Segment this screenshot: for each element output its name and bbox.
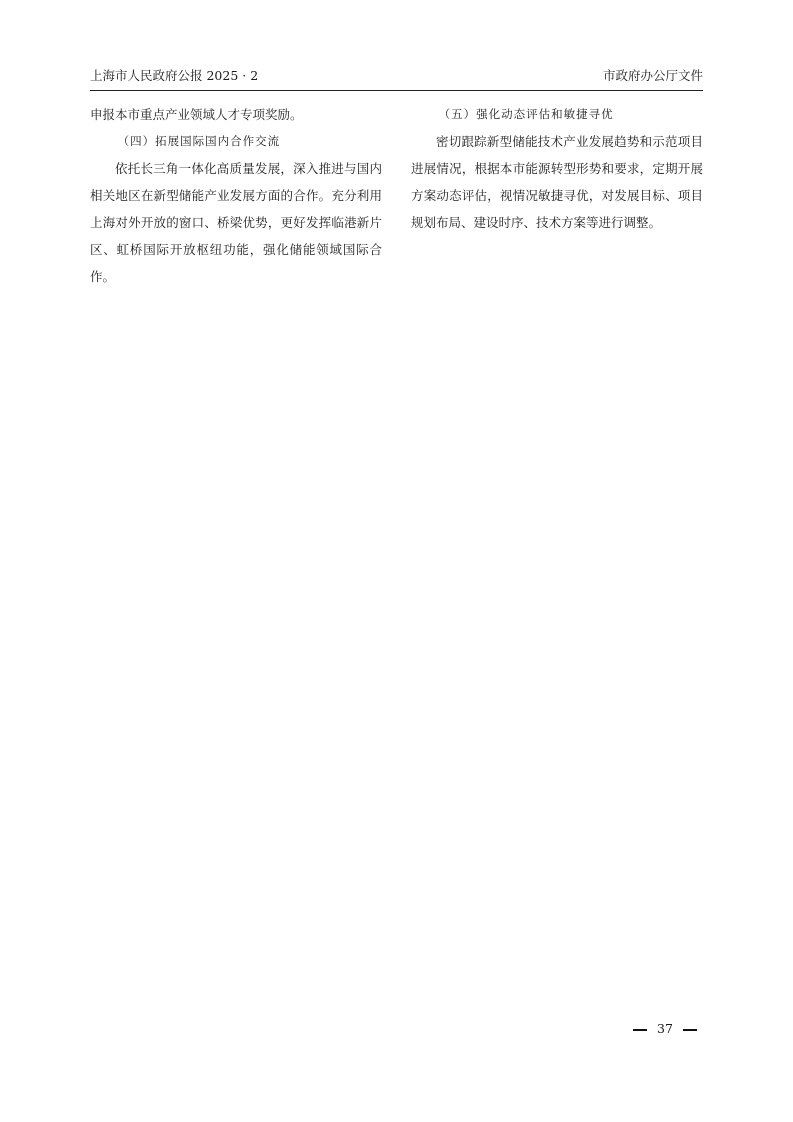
header-divider bbox=[90, 90, 703, 91]
right-column bbox=[411, 101, 703, 236]
page-header bbox=[90, 66, 703, 90]
section-title: 市政府办公厅文件 bbox=[602, 68, 703, 83]
publication-title: 上海市人民政府公报 2025 · 2 bbox=[90, 68, 259, 83]
page-number bbox=[633, 1019, 697, 1039]
page-number-value: 37 bbox=[657, 1021, 673, 1036]
paragraph-evaluation: 密切跟踪新型储能技术产业发展趋势和示范项目进展情况，根据本市能源转型形势和要求，定期开展方案动态评估，视情况敏捷寻优，对发展目标、项目规划布局、建设时序、技术方案等进行调整。 bbox=[411, 134, 703, 230]
left-column bbox=[90, 101, 382, 290]
paragraph-cooperation: 依托长三角一体化高质量发展，深入推进与国内相关地区在新型储能产业发展方面的合作。充分利用上海对外开放的窗口、桥梁优势，更好发挥临港新片区、虹桥国际开放枢纽功能，强化储能领域国际合作。 bbox=[90, 161, 382, 284]
section-heading-4: （四）拓展国际国内合作交流 bbox=[117, 134, 281, 148]
page-number-dash-right bbox=[683, 1029, 697, 1031]
section-heading-5: （五）强化动态评估和敏捷寻优 bbox=[438, 107, 614, 121]
paragraph-continuation: 申报本市重点产业领域人才专项奖励。 bbox=[90, 107, 303, 122]
